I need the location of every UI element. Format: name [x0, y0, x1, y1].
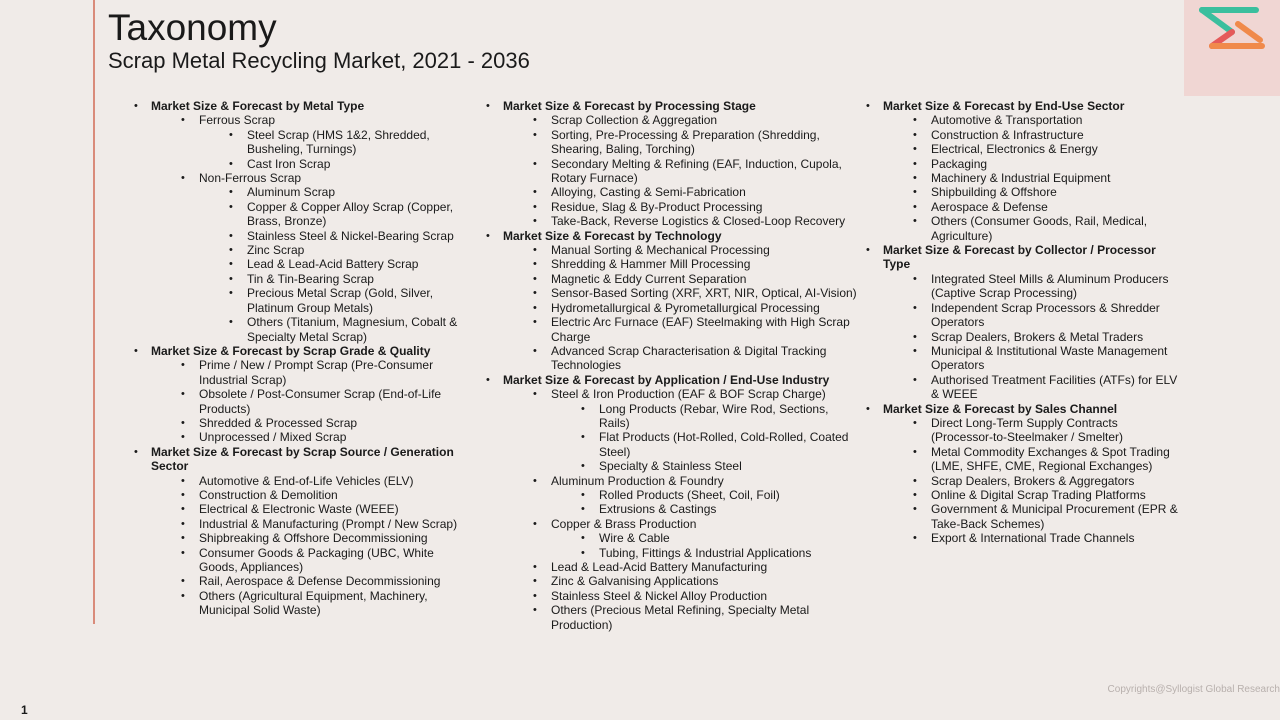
- taxonomy-item-label: • Aerospace & Defense: [931, 199, 1048, 214]
- taxonomy-sub-item: [533, 589, 857, 603]
- taxonomy-item-label: • Stainless Steel & Nickel Alloy Production: [551, 588, 768, 603]
- taxonomy-list-level-2: [181, 358, 463, 444]
- taxonomy-sub-item: [181, 430, 463, 444]
- taxonomy-item-label: • Long Products (Rebar, Wire Rod, Sections, Rails): [599, 401, 829, 430]
- taxonomy-item-label: • Take-Back, Reverse Logistics & Closed-Loop Recovery: [551, 214, 846, 229]
- taxonomy-item-label: • Tin & Tin-Bearing Scrap: [247, 271, 374, 286]
- taxonomy-item-label: • Automotive & End-of-Life Vehicles (ELV): [199, 473, 414, 488]
- taxonomy-sub-item: [913, 200, 1183, 214]
- taxonomy-sub-item: [913, 344, 1183, 373]
- taxonomy-sub-sub-item: [581, 546, 857, 560]
- taxonomy-item-label: • Construction & Infrastructure: [931, 127, 1084, 142]
- taxonomy-sub-item: [913, 157, 1183, 171]
- taxonomy-sub-item: [913, 502, 1183, 531]
- taxonomy-item-label: • Machinery & Industrial Equipment: [931, 171, 1111, 186]
- taxonomy-item-label: • Aluminum Production & Foundry: [551, 473, 724, 488]
- taxonomy-item-label: • Tubing, Fittings & Industrial Applications: [599, 545, 812, 560]
- taxonomy-item-label: • Electrical & Electronic Waste (WEEE): [199, 502, 399, 517]
- taxonomy-sub-item: [533, 272, 857, 286]
- taxonomy-item-label: • Ferrous Scrap: [199, 113, 276, 128]
- taxonomy-sub-item: [181, 171, 463, 344]
- taxonomy-sub-item: [913, 488, 1183, 502]
- taxonomy-list-level-3: [581, 402, 857, 474]
- taxonomy-item-label: • Cast Iron Scrap: [247, 156, 331, 171]
- taxonomy-segment: [865, 243, 1183, 401]
- taxonomy-sub-item: [533, 560, 857, 574]
- taxonomy-sub-item: [913, 171, 1183, 185]
- taxonomy-item-label: • Construction & Demolition: [199, 487, 338, 502]
- taxonomy-list-level-1: [485, 99, 857, 632]
- syllogist-logo-icon: [1198, 4, 1268, 54]
- taxonomy-sub-item: [913, 330, 1183, 344]
- taxonomy-item-label: • Direct Long-Term Supply Contracts (Processor-to-Steelmaker / Smelter): [931, 415, 1124, 445]
- taxonomy-item-label: • Sorting, Pre-Processing & Preparation (Shredding, Shearing, Baling, Torching): [551, 127, 820, 157]
- taxonomy-item-label: • Alloying, Casting & Semi-Fabrication: [551, 185, 746, 200]
- taxonomy-sub-item: [533, 243, 857, 257]
- taxonomy-item-label: • Online & Digital Scrap Trading Platforms: [931, 487, 1146, 502]
- taxonomy-sub-item: [181, 589, 463, 618]
- taxonomy-list-level-1: [865, 99, 1183, 546]
- taxonomy-sub-item: [533, 113, 857, 127]
- taxonomy-sub-sub-item: [581, 502, 857, 516]
- taxonomy-sub-item: [913, 373, 1183, 402]
- taxonomy-sub-sub-item: [581, 430, 857, 459]
- taxonomy-sub-item: [181, 517, 463, 531]
- taxonomy-item-label: • Flat Products (Hot-Rolled, Cold-Rolled, Coated Steel): [599, 430, 849, 459]
- taxonomy-item-label: • Copper & Copper Alloy Scrap (Copper, Brass, Bronze): [247, 199, 454, 229]
- taxonomy-item-label: • Zinc Scrap: [247, 243, 305, 258]
- taxonomy-list-level-2: [533, 387, 857, 632]
- taxonomy-sub-item: [533, 128, 857, 157]
- taxonomy-item-label: • Secondary Melting & Refining (EAF, Induction, Cupola, Rotary Furnace): [551, 156, 842, 186]
- taxonomy-list-level-2: [533, 113, 857, 228]
- taxonomy-item-label: • Market Size & Forecast by End-Use Sector: [883, 99, 1125, 113]
- taxonomy-sub-item: [913, 445, 1183, 474]
- taxonomy-item-label: • Shipbreaking & Offshore Decommissioning: [199, 531, 428, 546]
- taxonomy-item-label: • Integrated Steel Mills & Aluminum Producers (Captive Scrap Processing): [931, 271, 1169, 301]
- taxonomy-item-label: • Industrial & Manufacturing (Prompt / New Scrap): [199, 516, 458, 531]
- taxonomy-item-label: • Lead & Lead-Acid Battery Manufacturing: [551, 560, 768, 574]
- taxonomy-segment: [133, 344, 463, 445]
- taxonomy-sub-item: [181, 502, 463, 516]
- taxonomy-item-label: • Shredded & Processed Scrap: [199, 415, 358, 430]
- taxonomy-item-label: • Metal Commodity Exchanges & Spot Trading (LME, SHFE, CME, Regional Exchanges): [931, 444, 1170, 474]
- taxonomy-item-label: • Automotive & Transportation: [931, 113, 1083, 128]
- taxonomy-sub-item: [533, 387, 857, 473]
- taxonomy-sub-item: [181, 474, 463, 488]
- taxonomy-item-label: • Copper & Brass Production: [551, 516, 697, 531]
- taxonomy-sub-item: [533, 517, 857, 560]
- taxonomy-sub-item: [181, 531, 463, 545]
- taxonomy-item-label: • Market Size & Forecast by Collector / Processor Type: [883, 243, 1156, 272]
- taxonomy-item-label: • Specialty & Stainless Steel: [599, 459, 742, 474]
- taxonomy-sub-item: [913, 416, 1183, 445]
- taxonomy-item-label: • Scrap Dealers, Brokers & Aggregators: [931, 473, 1135, 488]
- taxonomy-sub-item: [913, 214, 1183, 243]
- taxonomy-sub-item: [533, 474, 857, 517]
- taxonomy-sub-item: [533, 200, 857, 214]
- taxonomy-item-label: • Market Size & Forecast by Application / End-Use Industry: [503, 372, 830, 387]
- taxonomy-item-label: • Residue, Slag & By-Product Processing: [551, 199, 763, 214]
- taxonomy-item-label: • Prime / New / Prompt Scrap (Pre-Consumer Industrial Scrap): [199, 358, 434, 387]
- taxonomy-sub-item: [181, 574, 463, 588]
- taxonomy-list-level-2: [181, 113, 463, 344]
- taxonomy-segment: [485, 373, 857, 632]
- taxonomy-sub-item: [913, 185, 1183, 199]
- taxonomy-item-label: • Aluminum Scrap: [247, 185, 336, 200]
- taxonomy-sub-item: [533, 257, 857, 271]
- taxonomy-item-label: • Wire & Cable: [599, 531, 670, 546]
- taxonomy-sub-item: [913, 531, 1183, 545]
- taxonomy-sub-item: [533, 301, 857, 315]
- taxonomy-list-level-2: [913, 272, 1183, 402]
- taxonomy-item-label: • Non-Ferrous Scrap: [199, 171, 302, 186]
- taxonomy-item-label: • Others (Consumer Goods, Rail, Medical, Agriculture): [931, 214, 1148, 243]
- taxonomy-item-label: • Market Size & Forecast by Scrap Grade & Quality: [151, 343, 431, 358]
- taxonomy-segment: [133, 445, 463, 618]
- taxonomy-item-label: • Lead & Lead-Acid Battery Scrap: [247, 257, 419, 272]
- taxonomy-sub-sub-item: [229, 157, 463, 171]
- taxonomy-item-label: • Electrical, Electronics & Energy: [931, 142, 1098, 157]
- taxonomy-sub-item: [533, 315, 857, 344]
- taxonomy-sub-sub-item: [581, 459, 857, 473]
- taxonomy-sub-sub-item: [229, 229, 463, 243]
- taxonomy-sub-item: [533, 214, 857, 228]
- taxonomy-column-1: [133, 99, 463, 618]
- taxonomy-item-label: • Rail, Aerospace & Defense Decommissioning: [199, 574, 441, 589]
- taxonomy-sub-item: [533, 603, 857, 632]
- taxonomy-sub-item: [533, 185, 857, 199]
- taxonomy-list-level-1: [133, 99, 463, 618]
- taxonomy-list-level-3: [581, 488, 857, 517]
- taxonomy-item-label: • Authorised Treatment Facilities (ATFs) for ELV & WEEE: [931, 372, 1178, 402]
- taxonomy-column-2: [485, 99, 857, 632]
- taxonomy-sub-item: [181, 358, 463, 387]
- taxonomy-item-label: • Sensor-Based Sorting (XRF, XRT, NIR, Optical, AI-Vision): [551, 286, 857, 301]
- taxonomy-sub-sub-item: [229, 315, 463, 344]
- taxonomy-item-label: • Scrap Dealers, Brokers & Metal Traders: [931, 329, 1144, 344]
- taxonomy-item-label: • Others (Precious Metal Refining, Specialty Metal Production): [551, 603, 810, 632]
- taxonomy-segment: [485, 99, 857, 229]
- taxonomy-item-label: • Market Size & Forecast by Technology: [503, 228, 722, 243]
- taxonomy-item-label: • Market Size & Forecast by Metal Type: [151, 99, 365, 113]
- taxonomy-item-label: • Electric Arc Furnace (EAF) Steelmaking with High Scrap Charge: [551, 315, 850, 344]
- taxonomy-sub-sub-item: [581, 488, 857, 502]
- taxonomy-item-label: • Consumer Goods & Packaging (UBC, White Goods, Appliances): [199, 545, 434, 574]
- taxonomy-item-label: • Unprocessed / Mixed Scrap: [199, 430, 347, 445]
- taxonomy-sub-sub-item: [229, 243, 463, 257]
- page-number: 1: [21, 703, 28, 717]
- taxonomy-item-label: • Market Size & Forecast by Scrap Source / Generation Sector: [151, 444, 454, 474]
- taxonomy-sub-item: [913, 128, 1183, 142]
- taxonomy-segment: [865, 99, 1183, 243]
- taxonomy-sub-item: [913, 142, 1183, 156]
- taxonomy-item-label: • Shredding & Hammer Mill Processing: [551, 257, 751, 272]
- taxonomy-segment: [865, 402, 1183, 546]
- taxonomy-item-label: • Obsolete / Post-Consumer Scrap (End-of-Life Products): [199, 387, 442, 416]
- taxonomy-sub-item: [181, 113, 463, 171]
- taxonomy-list-level-2: [913, 416, 1183, 546]
- taxonomy-sub-sub-item: [581, 531, 857, 545]
- taxonomy-list-level-3: [581, 531, 857, 560]
- taxonomy-sub-sub-item: [229, 128, 463, 157]
- taxonomy-list-level-2: [533, 243, 857, 373]
- taxonomy-sub-item: [913, 113, 1183, 127]
- taxonomy-sub-item: [913, 301, 1183, 330]
- taxonomy-segment: [133, 99, 463, 344]
- taxonomy-item-label: • Scrap Collection & Aggregation: [551, 113, 718, 128]
- taxonomy-sub-sub-item: [229, 286, 463, 315]
- taxonomy-item-label: • Hydrometallurgical & Pyrometallurgical Processing: [551, 300, 820, 315]
- page-subtitle: Scrap Metal Recycling Market, 2021 - 2036: [108, 48, 530, 73]
- taxonomy-item-label: • Precious Metal Scrap (Gold, Silver, Platinum Group Metals): [247, 286, 434, 315]
- taxonomy-sub-sub-item: [581, 402, 857, 431]
- taxonomy-sub-item: [913, 474, 1183, 488]
- taxonomy-item-label: • Rolled Products (Sheet, Coil, Foil): [599, 487, 780, 502]
- taxonomy-item-label: • Government & Municipal Procurement (EPR & Take-Back Schemes): [931, 502, 1178, 531]
- taxonomy-item-label: • Extrusions & Castings: [599, 502, 717, 517]
- taxonomy-sub-sub-item: [229, 272, 463, 286]
- taxonomy-column-3: [865, 99, 1183, 546]
- taxonomy-list-level-3: [229, 185, 463, 343]
- taxonomy-item-label: • Market Size & Forecast by Sales Channel: [883, 401, 1118, 416]
- copyright-notice: Copyrights@Syllogist Global Research: [1107, 684, 1280, 695]
- taxonomy-segment: [485, 229, 857, 373]
- taxonomy-sub-item: [533, 286, 857, 300]
- taxonomy-sub-sub-item: [229, 185, 463, 199]
- taxonomy-sub-sub-item: [229, 200, 463, 229]
- taxonomy-sub-item: [533, 574, 857, 588]
- taxonomy-item-label: • Manual Sorting & Mechanical Processing: [551, 243, 770, 258]
- taxonomy-sub-item: [181, 546, 463, 575]
- taxonomy-item-label: • Packaging: [931, 156, 988, 171]
- taxonomy-sub-item: [533, 157, 857, 186]
- taxonomy-item-label: • Advanced Scrap Characterisation & Digital Tracking Technologies: [551, 343, 827, 373]
- taxonomy-item-label: • Market Size & Forecast by Processing Stage: [503, 99, 756, 113]
- taxonomy-sub-item: [533, 344, 857, 373]
- taxonomy-item-label: • Others (Agricultural Equipment, Machinery, Municipal Solid Waste): [199, 588, 428, 618]
- taxonomy-item-label: • Zinc & Galvanising Applications: [551, 574, 719, 589]
- taxonomy-item-label: • Steel Scrap (HMS 1&2, Shredded, Busheling, Turnings): [247, 127, 430, 157]
- page-title: Taxonomy: [108, 7, 277, 48]
- taxonomy-item-label: • Magnetic & Eddy Current Separation: [551, 271, 747, 286]
- taxonomy-sub-sub-item: [229, 257, 463, 271]
- taxonomy-item-label: • Export & International Trade Channels: [931, 531, 1135, 546]
- taxonomy-sub-item: [181, 416, 463, 430]
- taxonomy-item-label: • Independent Scrap Processors & Shredder Operators: [931, 300, 1160, 330]
- taxonomy-item-label: • Others (Titanium, Magnesium, Cobalt & Specialty Metal Scrap): [247, 315, 458, 344]
- taxonomy-sub-item: [181, 488, 463, 502]
- taxonomy-item-label: • Stainless Steel & Nickel-Bearing Scrap: [247, 228, 454, 243]
- taxonomy-list-level-2: [913, 113, 1183, 243]
- taxonomy-sub-item: [913, 272, 1183, 301]
- taxonomy-item-label: • Steel & Iron Production (EAF & BOF Scrap Charge): [551, 387, 826, 402]
- taxonomy-sub-item: [181, 387, 463, 416]
- taxonomy-item-label: • Municipal & Institutional Waste Management Operators: [931, 343, 1168, 373]
- company-logo: [1184, 0, 1280, 96]
- accent-divider-line: [93, 0, 95, 624]
- taxonomy-list-level-2: [181, 474, 463, 618]
- taxonomy-item-label: • Shipbuilding & Offshore: [931, 185, 1057, 200]
- taxonomy-list-level-3: [229, 128, 463, 171]
